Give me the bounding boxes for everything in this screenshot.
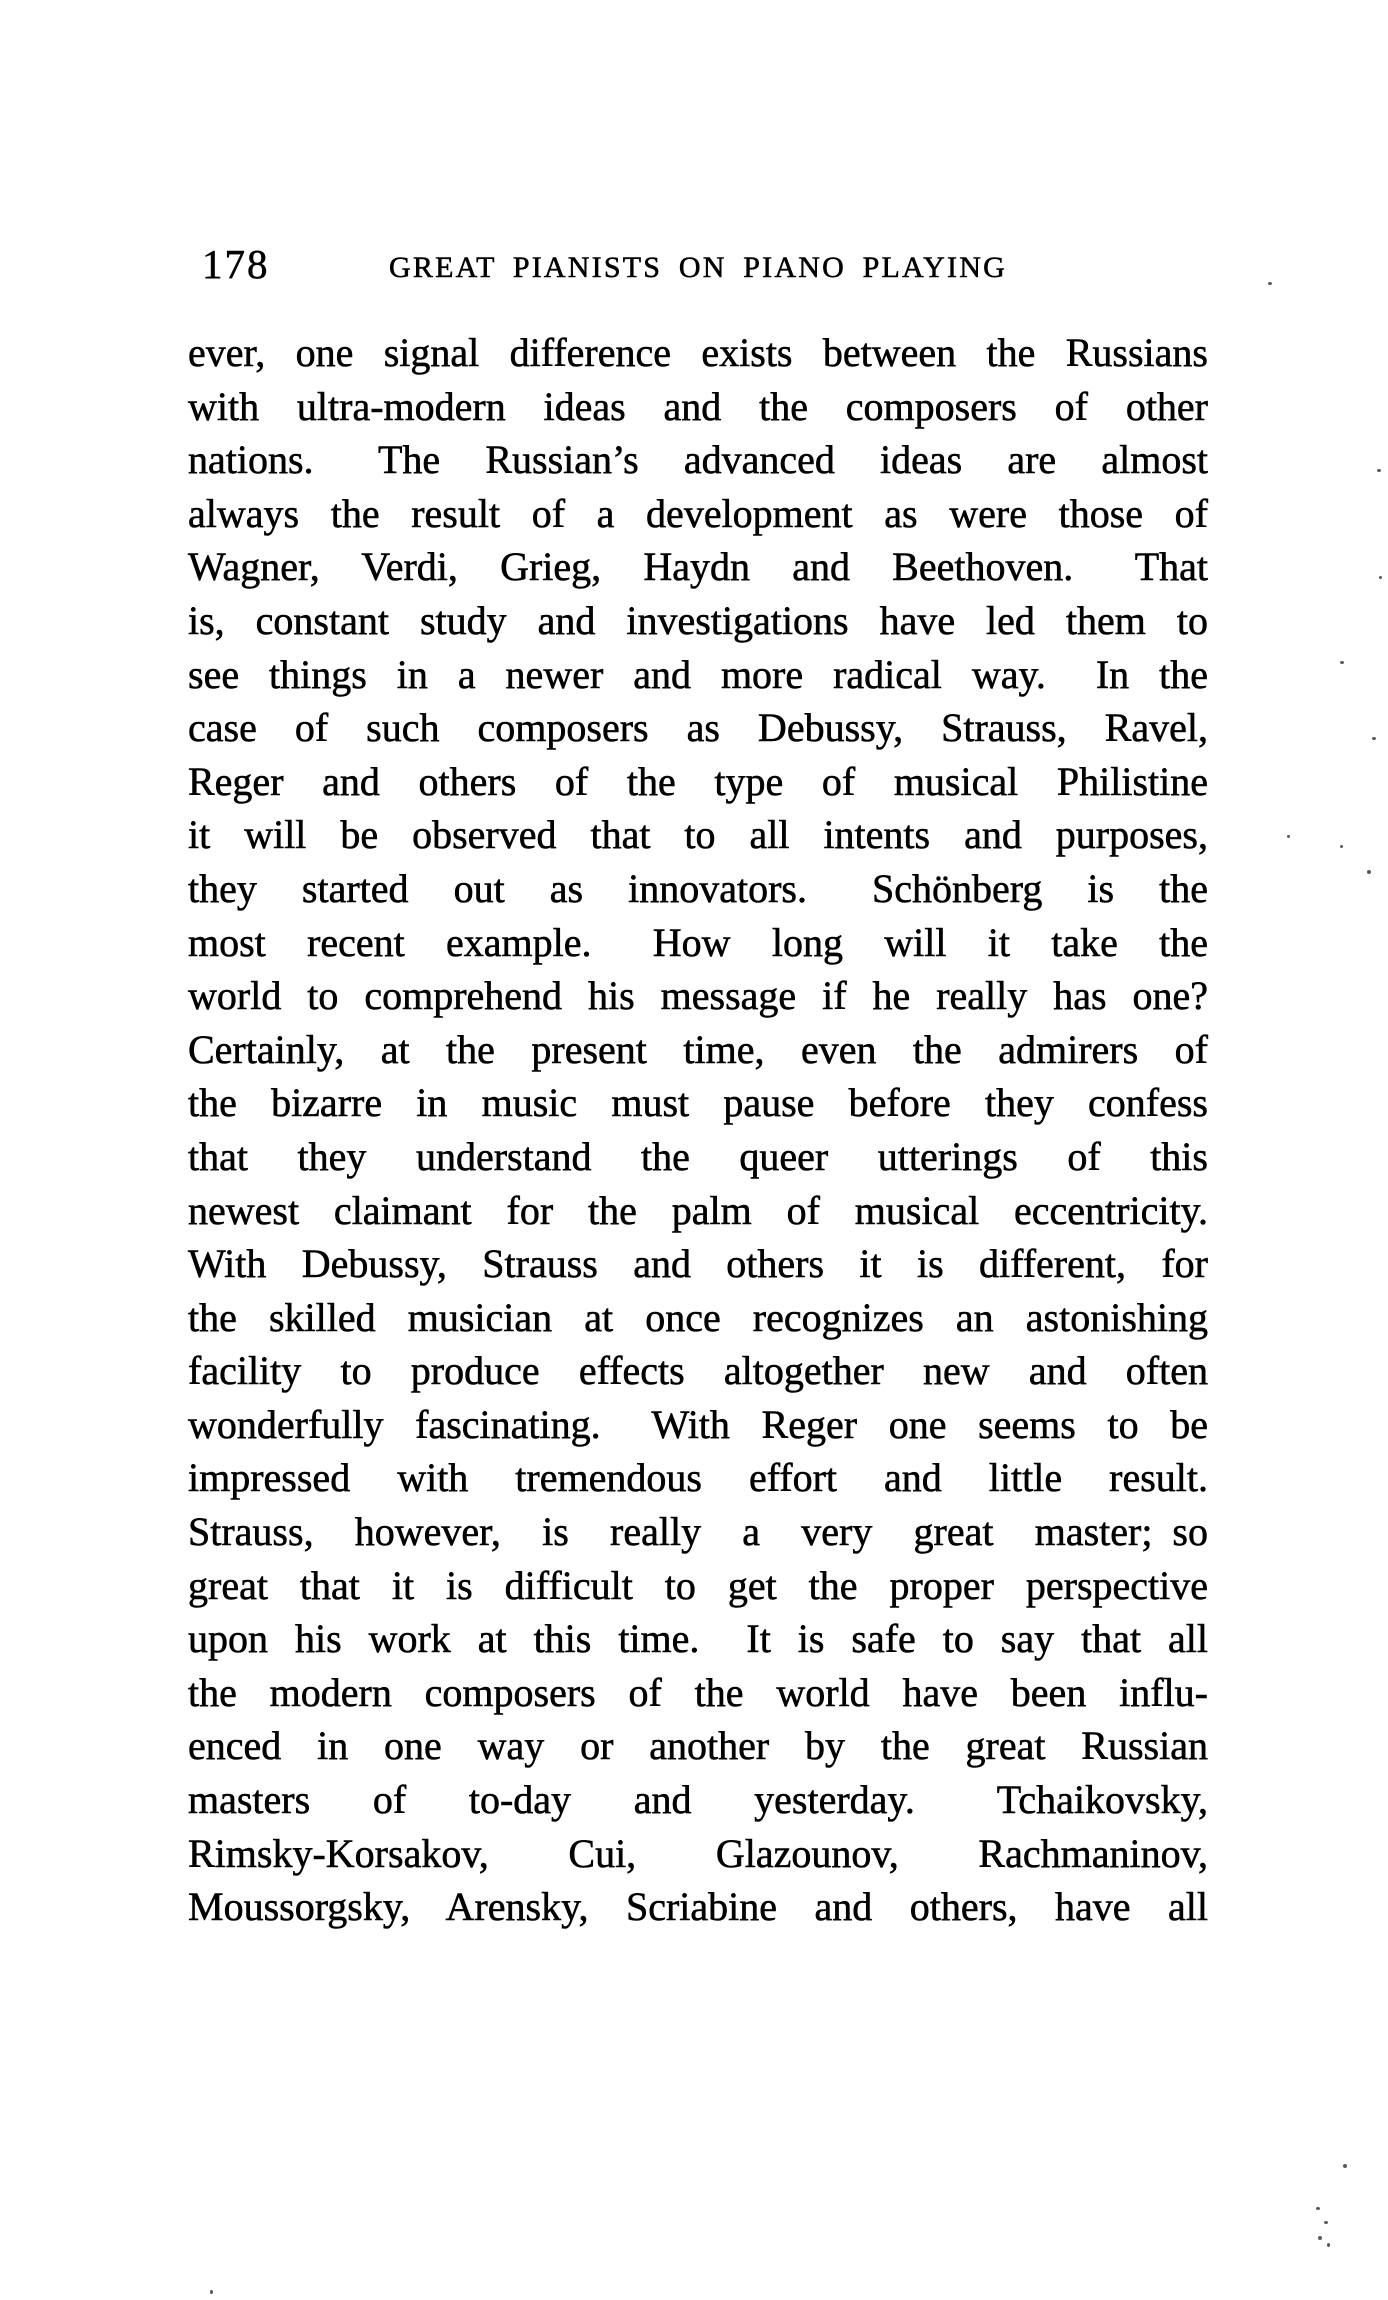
text-line: ever, one signal difference exists between the Russians	[188, 330, 1208, 375]
text-line: world to comprehend his message if he really has one?	[188, 973, 1208, 1019]
text-line: great that it is difficult to get the proper perspective	[188, 1562, 1208, 1608]
text-line: enced in one way or another by the great Russian	[188, 1723, 1208, 1769]
text-line: Strauss, however, is really a very great master; so	[188, 1509, 1208, 1555]
text-line: Wagner, Verdi, Grieg, Haydn and Beethoven. That	[188, 544, 1208, 590]
text-line: always the result of a development as were those of	[188, 490, 1208, 536]
scan-speck	[1379, 576, 1382, 579]
text-line: With Debussy, Strauss and others it is different, for	[188, 1241, 1208, 1287]
text-line: it will be observed that to all intents and purposes,	[188, 812, 1208, 858]
scan-speck	[1372, 737, 1376, 740]
text-line: Certainly, at the present time, even the admirers of	[188, 1026, 1208, 1072]
scan-speck	[210, 2290, 213, 2294]
scan-speck	[1268, 282, 1272, 285]
running-title: GREAT PIANISTS ON PIANO PLAYING	[389, 251, 1007, 284]
text-line: upon his work at this time. It is safe to say that all	[188, 1616, 1208, 1662]
scan-speck	[1318, 2236, 1322, 2240]
body-text	[188, 326, 1208, 1934]
scan-speck	[1287, 835, 1290, 838]
scan-speck	[1340, 661, 1344, 664]
scan-speck	[1324, 2221, 1328, 2224]
text-line: facility to produce effects altogether new and often	[188, 1348, 1208, 1394]
text-line: masters of to-day and yesterday. Tchaikovsky,	[188, 1777, 1208, 1823]
text-line: that they understand the queer utterings of this	[188, 1133, 1208, 1179]
scan-speck	[1316, 2207, 1320, 2210]
scan-speck	[1367, 870, 1371, 874]
text-line: impressed with tremendous effort and little result.	[188, 1455, 1208, 1501]
scan-speck	[1340, 845, 1343, 848]
text-line: nations. The Russian’s advanced ideas are almost	[188, 437, 1208, 483]
scan-speck	[1343, 2164, 1347, 2168]
text-line: most recent example. How long will it take the	[188, 919, 1208, 965]
text-line: is, constant study and investigations have led them to	[188, 597, 1208, 643]
text-line: newest claimant for the palm of musical eccentricity.	[188, 1187, 1208, 1233]
text-line: case of such composers as Debussy, Strauss, Ravel,	[188, 705, 1208, 751]
text-line: wonderfully fascinating. With Reger one seems to be	[188, 1401, 1208, 1447]
text-line: see things in a newer and more radical way. In the	[188, 651, 1208, 697]
scan-speck	[1377, 469, 1381, 472]
text-line: they started out as innovators. Schönberg is the	[188, 865, 1208, 911]
text-line: the bizarre in music must pause before they confess	[188, 1080, 1208, 1126]
text-line: the modern composers of the world have been influ-	[188, 1669, 1208, 1715]
text-line: the skilled musician at once recognizes an astonishing	[188, 1294, 1208, 1340]
text-line: Reger and others of the type of musical Philistine	[188, 758, 1208, 804]
page-number: 178	[202, 241, 270, 287]
text-line: Moussorgsky, Arensky, Scriabine and others, have all	[188, 1884, 1208, 1930]
text-line: Rimsky-Korsakov, Cui, Glazounov, Rachmaninov,	[188, 1830, 1208, 1876]
scan-speck	[1327, 2243, 1330, 2247]
text-line: with ultra-modern ideas and the composers of other	[188, 383, 1208, 429]
